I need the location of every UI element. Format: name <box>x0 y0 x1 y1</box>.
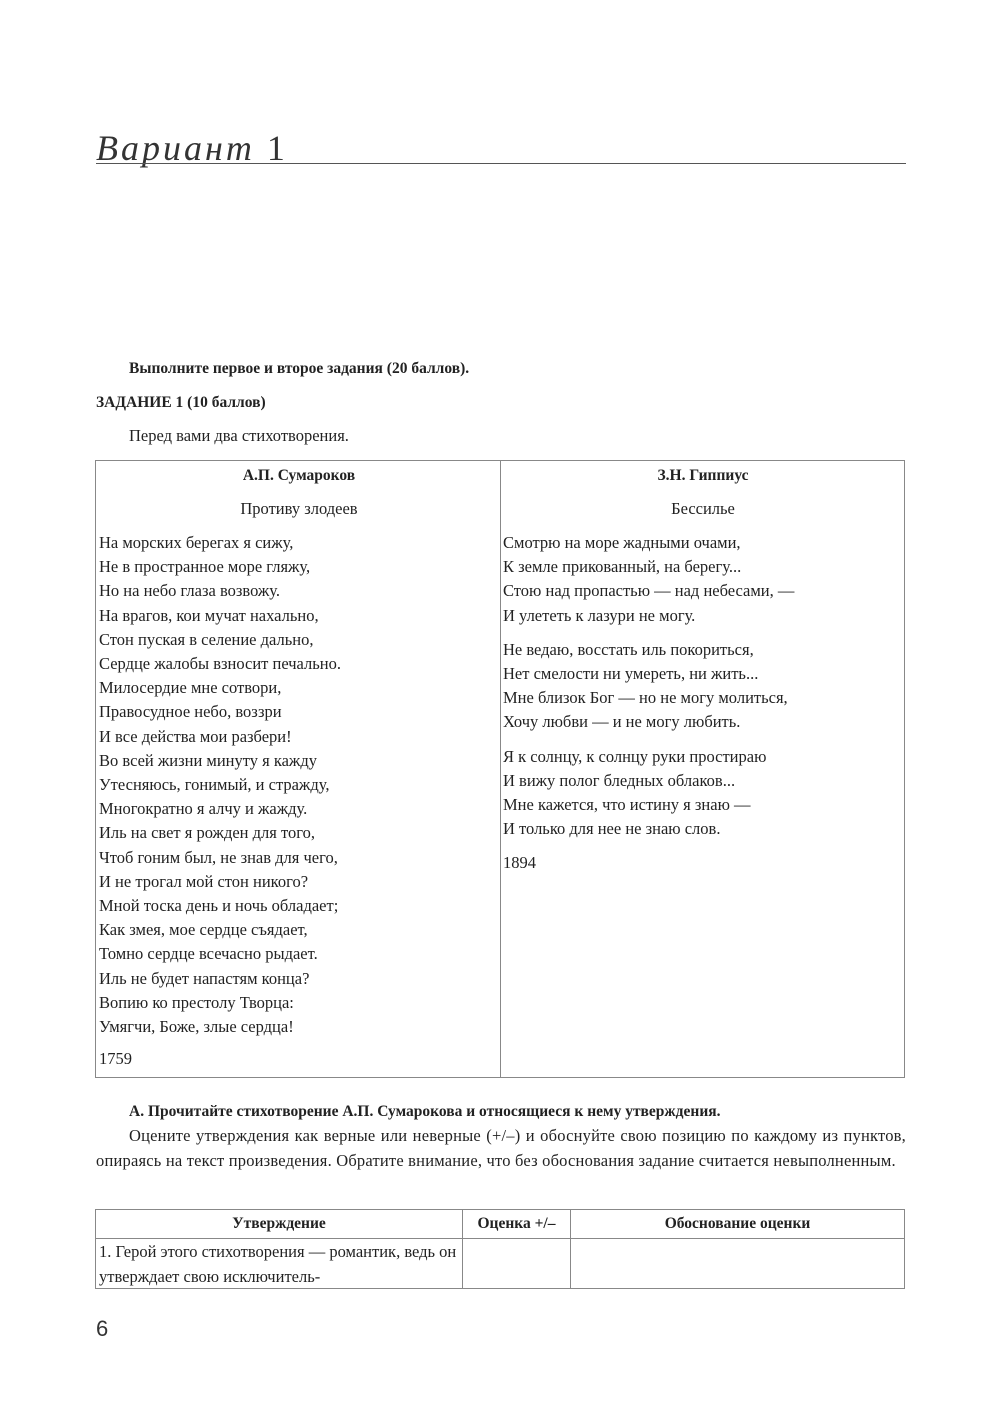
verse-line: Мне кажется, что истину я знаю — <box>503 795 751 815</box>
verse-line: На морских берегах я сижу, <box>99 533 294 552</box>
poem-right-year: 1894 <box>503 853 536 873</box>
verse-line: Мной тоска день и ночь обладает; <box>99 896 339 916</box>
poem-left-author: А.П. Сумароков <box>242 467 356 484</box>
variant-title <box>96 124 285 172</box>
verse-line: Мне близок Бог — но не могу молиться, <box>503 688 788 708</box>
poem-right-title: Бессилье <box>671 499 735 518</box>
verse-line: Милосердие мне сотвори, <box>99 678 282 698</box>
verse-line: И не трогал мой стон никого? <box>99 871 309 891</box>
verse-line: Но на небо глаза возвожу. <box>99 581 281 601</box>
poem-left-title: Противу злодеев <box>240 499 358 518</box>
verse-line: Сердце жалобы взносит печально. <box>99 654 341 674</box>
verse-line: Многократно я алчу и жажду. <box>99 799 308 819</box>
page-number: 6 <box>96 1316 109 1341</box>
verse-line: И вижу полог бледных облаков... <box>503 770 736 790</box>
verse-line: Не ведаю, восстать иль покориться, <box>503 639 754 659</box>
verse-line: Иль на свет я рожден для того, <box>99 823 315 843</box>
verse-line: Утесняюсь, гонимый, и стражду, <box>99 775 330 795</box>
verse-line: Правосудное небо, воззри <box>99 702 282 722</box>
verse-line: Не в пространное море гляжу, <box>99 557 311 577</box>
poem-left-year: 1759 <box>99 1049 132 1069</box>
poem-right-verses <box>503 531 794 875</box>
verse-line: Томно сердце всечасно рыдает. <box>99 944 318 964</box>
title-rule <box>96 163 906 164</box>
verse-line: И только для нее не знаю слов. <box>503 819 721 839</box>
column-divider <box>500 461 501 1077</box>
verse-line: Вопию ко престолу Творца: <box>99 992 294 1012</box>
variant-number: 1 <box>266 128 285 168</box>
verse-line: Во всей жизни минуту я кажду <box>99 750 317 770</box>
verse-line: Как змея, мое сердце съядает, <box>99 920 308 940</box>
verse-line: Стон пуская в селение дально, <box>99 629 314 649</box>
poems-table <box>95 460 905 1078</box>
stanza <box>503 531 794 628</box>
task1-heading: ЗАДАНИЕ 1 (10 баллов) <box>96 394 266 411</box>
verse-line: Умягчи, Боже, злые сердца! <box>99 1017 294 1037</box>
stanza <box>503 745 794 842</box>
poem-left-verses <box>99 531 341 1071</box>
part-a-heading: А. Прочитайте стихотворение А.П. Сумарокова и относящиеся к нему утверждения. <box>129 1103 721 1120</box>
task1-intro: Перед вами два стихотворения. <box>129 426 349 445</box>
stanza <box>503 638 794 735</box>
verse-line: Стою над пропастью — над небесами, — <box>503 581 795 601</box>
instruction-text: Выполните первое и второе задания (20 баллов). <box>129 360 470 377</box>
verse-line: Хочу любви — и не могу любить. <box>503 712 741 732</box>
verse-line: И все действа мои разбери! <box>99 726 292 746</box>
verse-line: К земле прикованный, на берегу... <box>503 557 742 577</box>
part-a-text: Оцените утверждения как верные или неверные (+/–) и обоснуйте свою позицию по каждому из пунктов, опираясь на текст произведения. Обратите внимание, что без обоснования задание считается невыполненным. <box>96 1126 906 1170</box>
table-row-1-statement: 1. Герой этого стихотворения — романтик, ведь он утверждает свою исключитель- <box>99 1242 457 1286</box>
header-justification: Обоснование оценки <box>664 1215 811 1232</box>
variant-word: Вариант <box>96 128 255 168</box>
verse-line: Нет смелости ни умереть, ни жить... <box>503 664 759 684</box>
verse-line: Я к солнцу, к солнцу руки простираю <box>503 746 767 766</box>
verse-line: И улететь к лазури не могу. <box>503 605 696 625</box>
verse-line: Смотрю на море жадными очами, <box>503 533 741 552</box>
assessment-table <box>95 1209 905 1289</box>
header-statement: Утверждение <box>232 1215 326 1232</box>
verse-line: Чтоб гоним был, не знав для чего, <box>99 847 338 867</box>
verse-line: Иль не будет напастям конца? <box>99 968 310 988</box>
poem-right-author: З.Н. Гиппиус <box>657 467 749 484</box>
verse-line: На врагов, кои мучат нахально, <box>99 605 319 625</box>
header-grade: Оценка +/– <box>477 1215 556 1232</box>
